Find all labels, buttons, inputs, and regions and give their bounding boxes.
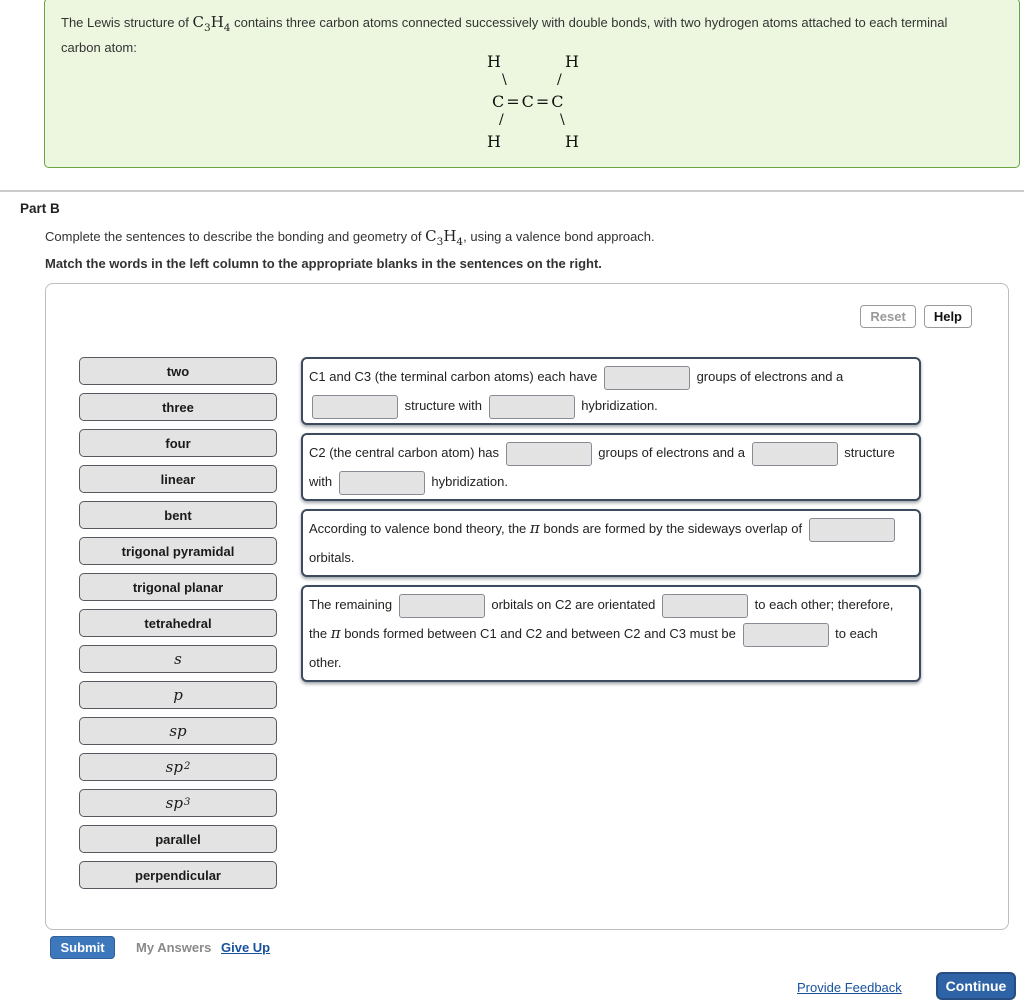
instruction-before: Complete the sentences to describe the bonding and geometry of bbox=[45, 229, 422, 244]
sentence-text: C2 (the central carbon atom) has bbox=[309, 445, 500, 460]
formula-c3h4: $C_3H_4$ bbox=[425, 227, 464, 248]
provide-feedback-link[interactable]: Provide Feedback bbox=[797, 980, 902, 995]
h-atom: H bbox=[565, 132, 579, 151]
sentence-text: groups of electrons and a bbox=[696, 369, 844, 384]
answer-blank[interactable] bbox=[312, 395, 398, 419]
submit-button[interactable]: Submit bbox=[50, 936, 115, 959]
answer-blank[interactable] bbox=[489, 395, 575, 419]
sentence-text: orbitals. bbox=[309, 550, 355, 565]
word-tile-four[interactable]: four bbox=[79, 429, 277, 457]
intro-text-before: The Lewis structure of bbox=[61, 15, 189, 30]
match-instruction: Match the words in the left column to the appropriate blanks in the sentences on the right. bbox=[45, 256, 602, 271]
word-tile-trigonal-pyramidal[interactable]: trigonal pyramidal bbox=[79, 537, 277, 565]
sentence-text: to each other; therefore, bbox=[754, 597, 894, 612]
section-divider bbox=[0, 190, 1024, 192]
sentence-box-3 bbox=[301, 509, 921, 577]
word-tile-sp2[interactable]: sp 2 bbox=[79, 753, 277, 781]
word-tile-sp[interactable]: sp bbox=[79, 717, 277, 745]
continue-button[interactable]: Continue bbox=[936, 972, 1016, 1000]
sentence-text: bonds formed between C1 and C2 and between C2 and C3 must be bbox=[344, 626, 736, 641]
word-tile-bent[interactable]: bent bbox=[79, 501, 277, 529]
lewis-structure bbox=[485, 52, 635, 154]
answer-blank[interactable] bbox=[662, 594, 748, 618]
answer-blank[interactable] bbox=[339, 471, 425, 495]
reset-button[interactable]: Reset bbox=[860, 305, 915, 328]
word-bank bbox=[79, 357, 277, 897]
word-tile-linear[interactable]: linear bbox=[79, 465, 277, 493]
sentence-text: hybridization. bbox=[431, 474, 508, 489]
word-tile-trigonal-planar[interactable]: trigonal planar bbox=[79, 573, 277, 601]
sentence-text: groups of electrons and a bbox=[598, 445, 746, 460]
sentence-box-2 bbox=[301, 433, 921, 501]
answer-blank[interactable] bbox=[752, 442, 838, 466]
instruction-after: , using a valence bond approach. bbox=[463, 229, 655, 244]
word-tile-sp3[interactable]: sp 3 bbox=[79, 789, 277, 817]
sentence-text: The remaining bbox=[309, 597, 393, 612]
pi-symbol: π bbox=[330, 624, 341, 642]
answer-blank[interactable] bbox=[809, 518, 895, 542]
sentence-text: According to valence bond theory, the bbox=[309, 521, 527, 536]
sentence-text: with bbox=[309, 474, 333, 489]
sentence-text: structure bbox=[844, 445, 895, 460]
sentence-box-1 bbox=[301, 357, 921, 425]
sentence-text: other. bbox=[309, 655, 342, 670]
sentence-text: structure with bbox=[404, 398, 482, 413]
bond-line: / bbox=[499, 112, 504, 128]
word-tile-s[interactable]: s bbox=[79, 645, 277, 673]
bond-line: \ bbox=[560, 112, 565, 128]
h-atom: H bbox=[487, 52, 501, 71]
my-answers-button[interactable]: My Answers bbox=[136, 940, 212, 955]
sentence-box-4 bbox=[301, 585, 921, 682]
word-tile-two[interactable]: two bbox=[79, 357, 277, 385]
sentence-text: hybridization. bbox=[581, 398, 658, 413]
matching-panel bbox=[45, 283, 1009, 930]
part-b-instruction bbox=[45, 227, 655, 248]
part-b-heading: Part B bbox=[20, 201, 60, 216]
panel-toolbar bbox=[860, 305, 972, 328]
sentence-text: bonds are formed by the sideways overlap of bbox=[543, 521, 803, 536]
give-up-link[interactable]: Give Up bbox=[221, 940, 271, 955]
answer-blank[interactable] bbox=[399, 594, 485, 618]
intro-box bbox=[44, 0, 1020, 168]
h-atom: H bbox=[487, 132, 501, 151]
word-tile-perpendicular[interactable]: perpendicular bbox=[79, 861, 277, 889]
sentence-column bbox=[301, 357, 921, 690]
sentence-text: the bbox=[309, 626, 328, 641]
bond-line: / bbox=[557, 72, 562, 88]
intro-text-after: contains three carbon atoms connected successively with double bonds, with two hydrogen atoms attached to each terminal carbon atom: bbox=[61, 15, 948, 55]
pi-symbol: π bbox=[529, 519, 540, 537]
carbon-chain: C=C=C bbox=[492, 92, 566, 111]
word-tile-tetrahedral[interactable]: tetrahedral bbox=[79, 609, 277, 637]
answer-blank[interactable] bbox=[743, 623, 829, 647]
sentence-text: to each bbox=[835, 626, 878, 641]
word-tile-p[interactable]: p bbox=[79, 681, 277, 709]
answer-blank[interactable] bbox=[604, 366, 690, 390]
bond-line: \ bbox=[502, 72, 507, 88]
h-atom: H bbox=[565, 52, 579, 71]
formula-c3h4: $C_3H_4$ bbox=[192, 13, 231, 34]
word-tile-parallel[interactable]: parallel bbox=[79, 825, 277, 853]
sentence-text: C1 and C3 (the terminal carbon atoms) each have bbox=[309, 369, 598, 384]
sentence-text: orbitals on C2 are orientated bbox=[491, 597, 656, 612]
answer-blank[interactable] bbox=[506, 442, 592, 466]
help-button[interactable]: Help bbox=[924, 305, 972, 328]
word-tile-three[interactable]: three bbox=[79, 393, 277, 421]
